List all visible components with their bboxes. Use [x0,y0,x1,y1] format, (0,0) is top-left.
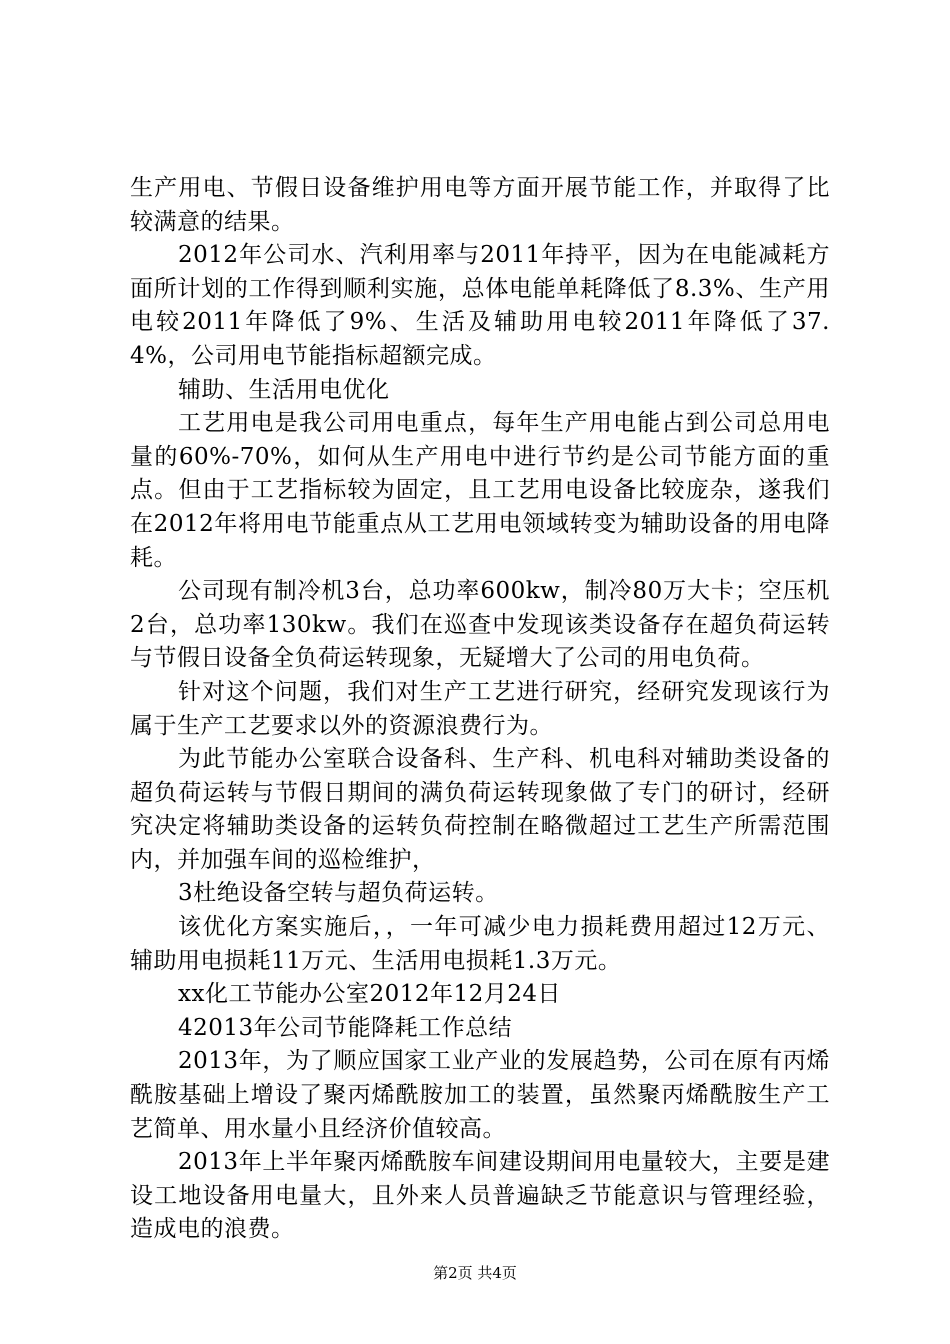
paragraph-5: 针对这个问题，我们对生产工艺进行研究，经研究发现该行为属于生产工艺要求以外的资源浪费行为。 [130,678,830,739]
paragraph-3: 工艺用电是我公司用电重点，每年生产用电能占到公司总用电量的60%-70%，如何从生产用电中进行节约是公司节能方面的重点。但由于工艺指标较为固定，且工艺用电设备比较庞杂，遂我们在2012年将用电节能重点从工艺用电领域转变为辅助设备的用电降耗。 [130,410,830,571]
paragraph-9: 2013年，为了顺应国家工业产业的发展趋势，公司在原有丙烯酰胺基础上增设了聚丙烯酰胺加工的装置，虽然聚丙烯酰胺生产工艺简单、用水量小且经济价值较高。 [130,1048,830,1142]
paragraph-6: 为此节能办公室联合设备科、生产科、机电科对辅助类设备的超负荷运转与节假日期间的满负荷运转现象做了专门的研讨，经研究决定将辅助类设备的运转负荷控制在略微超过工艺生产所需范围内，并加强车间的巡检维护， [130,746,830,873]
signature-line: xx化工节能办公室2012年12月24日 [178,981,562,1008]
paragraph-1: 生产用电、节假日设备维护用电等方面开展节能工作，并取得了比较满意的结果。 [130,175,830,235]
section-heading-2013-summary: 42013年公司节能降耗工作总结 [178,1014,513,1041]
page-number-footer: 第2页 共4页 [433,1264,517,1282]
document-body [130,172,830,1247]
paragraph-8: 该优化方案实施后，，一年可减少电力损耗费用超过12万元、辅助用电损耗11万元、生活用电损耗1.3万元。 [130,914,830,974]
paragraph-10: 2013年上半年聚丙烯酰胺车间建设期间用电量较大，主要是建设工地设备用电量大，且外来人员普遍缺乏节能意识与管理经验，造成电的浪费。 [130,1149,830,1243]
section-heading-optimization: 辅助、生活用电优化 [178,376,390,403]
paragraph-4: 公司现有制冷机3台，总功率600kw，制冷80万大卡；空压机2台，总功率130kw。我们在巡查中发现该类设备存在超负荷运转与节假日设备全负荷运转现象，无疑增大了公司的用电负荷。 [130,578,830,672]
paragraph-2: 2012年公司水、汽利用率与2011年持平，因为在电能减耗方面所计划的工作得到顺利实施，总体电能单耗降低了8.3%、生产用电较2011年降低了9%、生活及辅助用电较2011年降低了37.4%，公司用电节能指标超额完成。 [130,242,830,369]
paragraph-7: 3杜绝设备空转与超负荷运转。 [178,880,499,907]
